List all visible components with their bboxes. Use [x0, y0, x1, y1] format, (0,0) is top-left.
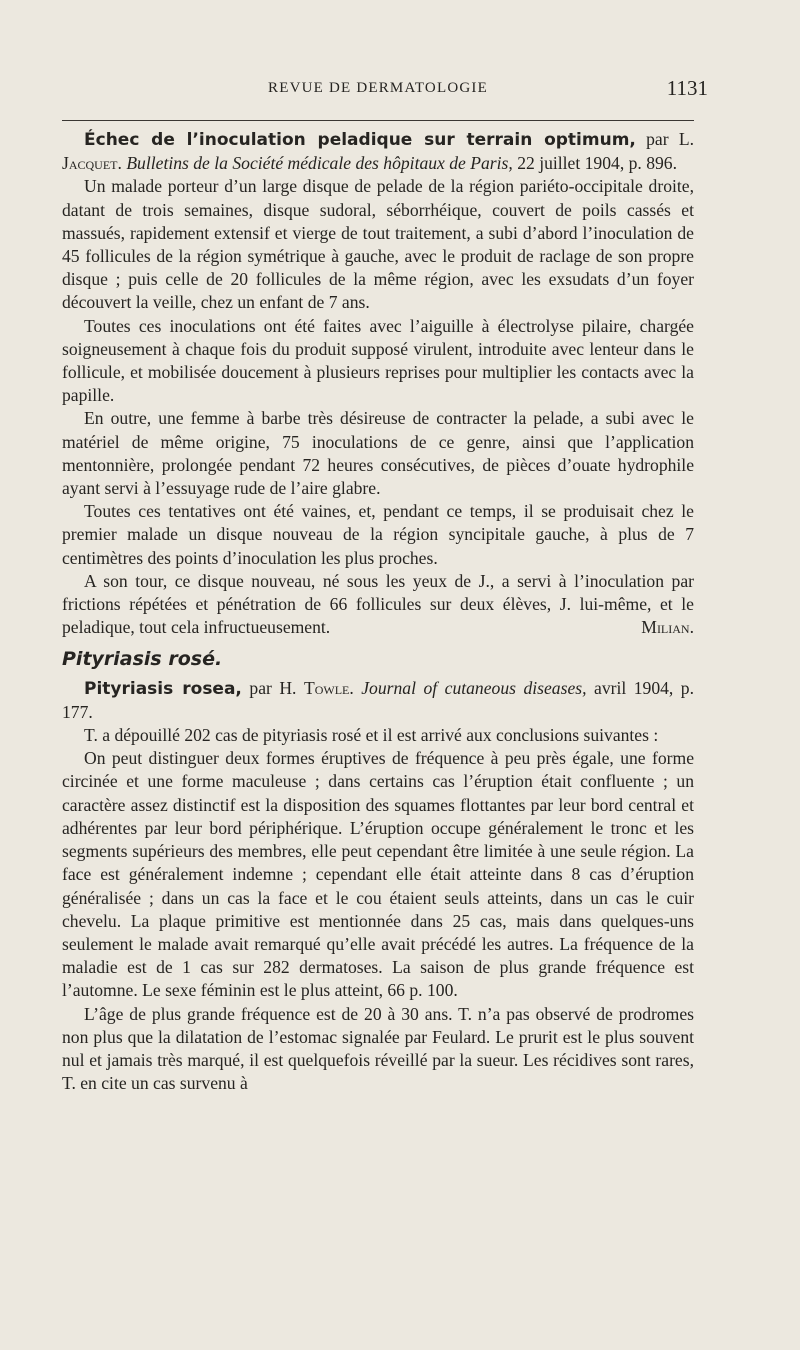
article-2-paragraph: L’âge de plus grande fréquence est de 20 à 30 ans. T. n’a pas observé de prodromes non plus que la dilatation de l’estomac signalée par Feulard. Le prurit est le plus souvent nul et jamais très marqué, il est quelquefois réveillé par la sueur. Les récidives sont rares, T. en cite un cas survenu à	[62, 1003, 694, 1094]
article-2-by: par H.	[241, 677, 304, 698]
article-2-paragraph: On peut distinguer deux formes éruptives de fréquence à peu près égale, une forme circinée et une forme maculeuse ; dans certains cas l’éruption était confluente ; un caractère assez distinctif est la disposition des squames flottantes par leur bord central et adhérentes par leur bord périphérique. L’éruption occupe généralement le tronc et les segments supérieurs des membres, elle peut cependant être limitée à une seule région. La face est généralement indemne ; cependant elle était atteinte dans 8 cas d’éruption généralisée ; dans un cas la face et le cou étaient seuls atteints, dans un cas le cuir chevelu. La plaque primitive est mentionnée dans 25 cas, mais dans quelques-uns seulement le malade avait remarqué qu’elle avait précédé les autres. La fréquence de la maladie est de 1 cas sur 282 dermatoses. La saison de plus grande fréquence est l’automne. Le sexe féminin est le plus atteint, 66 p. 100.	[62, 748, 694, 1001]
article-1-citation-tail: 22 juillet 1904, p. 896.	[512, 153, 677, 174]
article-1-by: par L.	[635, 129, 694, 149]
article-1-citation	[62, 128, 694, 175]
article-1-paragraph: Un malade porteur d’un large disque de pelade de la région pariéto-occipitale droite, datant de trois semaines, disque sudoral, séborrhéique, couvert de poils cassés et massués, rapidement extensif et vierge de tout traitement, a subi d’abord l’inoculation de 45 follicules de la région symétrique à gauche, avec le produit de raclage de son propre disque ; puis celle de 20 follicules de la même région, avec les exsudats d’un foyer découvert la veille, chez un enfant de 7 ans.	[62, 176, 694, 313]
article-1-paragraph: Toutes ces inoculations ont été faites avec l’aiguille à électrolyse pilaire, chargée soigneusement à chaque fois du produit supposé virulent, introduite avec lenteur dans le follicule, et mobilisée doucement à plusieurs reprises pour multiplier les contacts avec la papille.	[62, 315, 694, 406]
running-title: REVUE DE DERMATOLOGIE	[268, 80, 488, 96]
article-1-paragraph: En outre, une femme à barbe très désireuse de contracter la pelade, a subi avec le matériel de même origine, 75 inoculations de ce genre, ainsi que l’application mentonnière, prolongée pendant 72 heures consécutives, de pièces d’ouate hydrophile ayant servi à l’essuyage rude de l’aire glabre.	[62, 408, 694, 499]
article-1-last-paragraph-text: A son tour, ce disque nouveau, né sous les yeux de J., a servi à l’inoculation par frictions répétées et pénétration de 66 follicules sur deux élèves, J. lui-même, et le peladique, tout cela infructueusement.	[62, 570, 694, 638]
article-1-paragraph: Toutes ces tentatives ont été vaines, et, pendant ce temps, il se produisait chez le premier malade un disque nouveau de la région syncipitale gauche, à plus de 7 centimètres des points d’inoculation les plus proches.	[62, 501, 694, 568]
article-1-after-author: .	[117, 153, 127, 174]
article-body	[62, 128, 694, 1095]
article-2-title: Pityriasis rosea,	[84, 678, 242, 699]
page-number: 1131	[666, 76, 708, 100]
article-2-paragraph: T. a dépouillé 202 cas de pityriasis rosé et il est arrivé aux conclusions suivantes :	[84, 725, 659, 746]
running-header	[62, 76, 708, 106]
article-2-after-author: .	[349, 677, 362, 698]
article-1-title: Échec de l’inoculation peladique sur terrain optimum,	[84, 130, 636, 150]
signature: Milian.	[641, 617, 694, 638]
article-1-last-paragraph	[62, 570, 694, 640]
article-2-author: Towle	[303, 677, 350, 698]
article-1-author: Jacquet	[62, 153, 118, 174]
article-1-journal: Bulletins de la Société médicale des hôpitaux de Paris,	[126, 153, 513, 174]
article-2-journal: Journal of cutaneous diseases,	[361, 677, 587, 698]
article-2-citation	[62, 677, 694, 724]
article-2-citation-tail: avril 1904, p. 177.	[62, 677, 695, 722]
header-rule	[62, 120, 694, 121]
section-heading: Pityriasis rosé.	[62, 648, 223, 671]
